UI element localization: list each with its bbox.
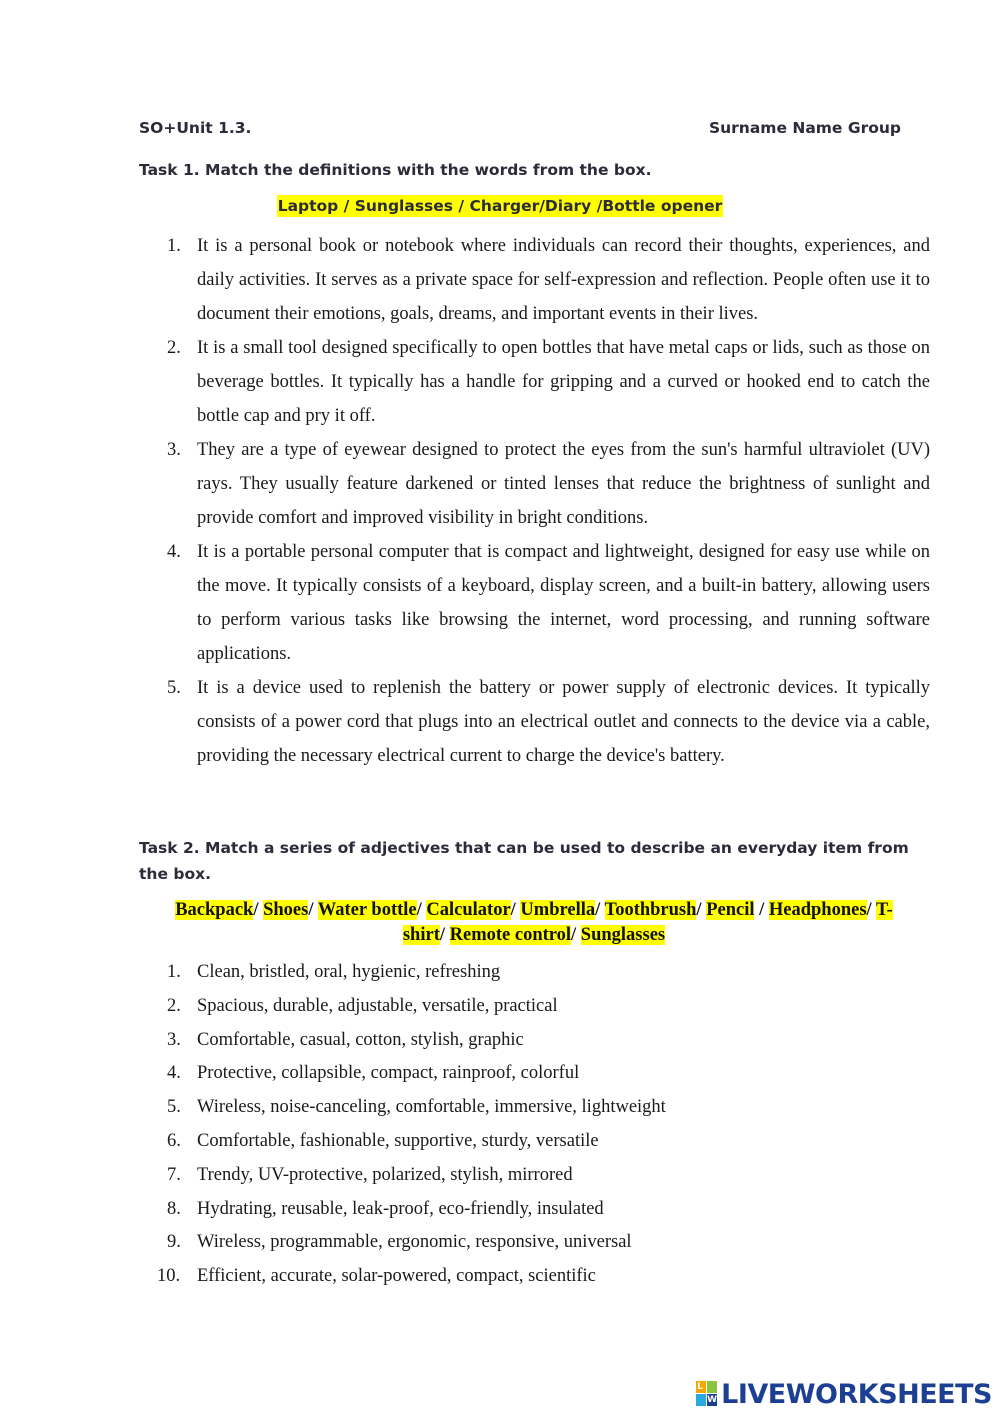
header-row <box>139 119 901 143</box>
task1-word-box-text: Laptop / Sunglasses / Charger/Diary /Bottle opener <box>277 197 723 215</box>
liveworksheets-logo[interactable] <box>696 1378 992 1410</box>
word-pencil: Pencil <box>706 900 755 920</box>
liveworksheets-logo-icon: L W <box>697 1382 718 1405</box>
adjective-item: 7. Trendy, UV-protective, polarized, stylish, mirrored <box>167 1164 573 1185</box>
word-headphones: Headphones <box>768 900 867 920</box>
word-remote-control: Remote control <box>449 925 572 945</box>
task1-definitions-list <box>139 229 930 773</box>
liveworksheets-logo-text: LIVEWORKSHEETS <box>721 1378 992 1410</box>
adjective-item: 8. Hydrating, reusable, leak-proof, eco-friendly, insulated <box>167 1198 604 1219</box>
definition-item: 2. It is a small tool designed specifically to open bottles that have metal caps or lids, such as those on beverage bottles. It typically has a handle for gripping and a curved or hooked end to catch the bottle cap and pry it off. <box>167 338 930 426</box>
adjective-item: 4. Protective, collapsible, compact, rainproof, colorful <box>167 1063 580 1084</box>
adjective-item: 9. Wireless, programmable, ergonomic, responsive, universal <box>167 1232 632 1253</box>
task2-word-box: Backpack/ Shoes/ Water bottle/ Calculator/ Umbrella/ Toothbrush/ Pencil / Headphones/ T- shirt/ Remote control/ Sunglasses <box>175 900 893 945</box>
word-t-shirt-part2: shirt <box>402 925 440 945</box>
word-toothbrush: Toothbrush <box>604 900 697 920</box>
adjective-item: 3. Comfortable, casual, cotton, stylish, graphic <box>167 1029 524 1050</box>
unit-label: SO+Unit 1.3. <box>139 119 252 137</box>
task1-title: Task 1. Match the definitions with the words from the box. <box>139 161 652 179</box>
word-sunglasses: Sunglasses <box>580 925 666 945</box>
definition-item: 5. It is a device used to replenish the battery or power supply of electronic devices. It typically consists of a power cord that plugs into an electrical outlet and connects to the device via a cable, providing the necessary electrical current to charge the device's battery. <box>167 678 930 766</box>
word-umbrella: Umbrella <box>520 900 596 920</box>
word-backpack: Backpack <box>175 900 254 920</box>
adjective-item: 10. Efficient, accurate, solar-powered, compact, scientific <box>157 1266 596 1287</box>
definition-item: 3. They are a type of eyewear designed to protect the eyes from the sun's harmful ultraviolet (UV) rays. They usually feature darkened or tinted lenses that reduce the brightness of sunlight and provide comfort and improved visibility in bright conditions. <box>167 440 930 528</box>
adjective-item: 6. Comfortable, fashionable, supportive, sturdy, versatile <box>167 1130 599 1151</box>
definition-item: 4. It is a portable personal computer that is compact and lightweight, designed for easy use while on the move. It typically consists of a keyboard, display screen, and a built-in battery, allowing users to perform various tasks like browsing the internet, word processing, and running software applications. <box>167 542 930 664</box>
task1-word-box <box>0 196 1000 215</box>
word-calculator: Calculator <box>426 900 511 920</box>
word-water-bottle: Water bottle <box>317 900 417 920</box>
task2-title: Task 2. Match a series of adjectives that can be used to describe an everyday item from the box. <box>139 839 909 883</box>
word-t-shirt-part1: T- <box>875 900 893 920</box>
adjective-item: 5. Wireless, noise-canceling, comfortable, immersive, lightweight <box>167 1097 666 1118</box>
task2-adjectives-list <box>139 956 930 1294</box>
adjective-item: 1. Clean, bristled, oral, hygienic, refreshing <box>167 962 501 982</box>
adjective-item: 2. Spacious, durable, adjustable, versatile, practical <box>167 995 558 1016</box>
word-shoes: Shoes <box>263 900 309 920</box>
definition-item: 1. It is a personal book or notebook where individuals can record their thoughts, experiences, and daily activities. It serves as a private space for self-expression and reflection. People often use it to document their emotions, goals, dreams, and important events in their lives. <box>167 236 930 324</box>
student-fields-label: Surname Name Group <box>708 119 901 137</box>
